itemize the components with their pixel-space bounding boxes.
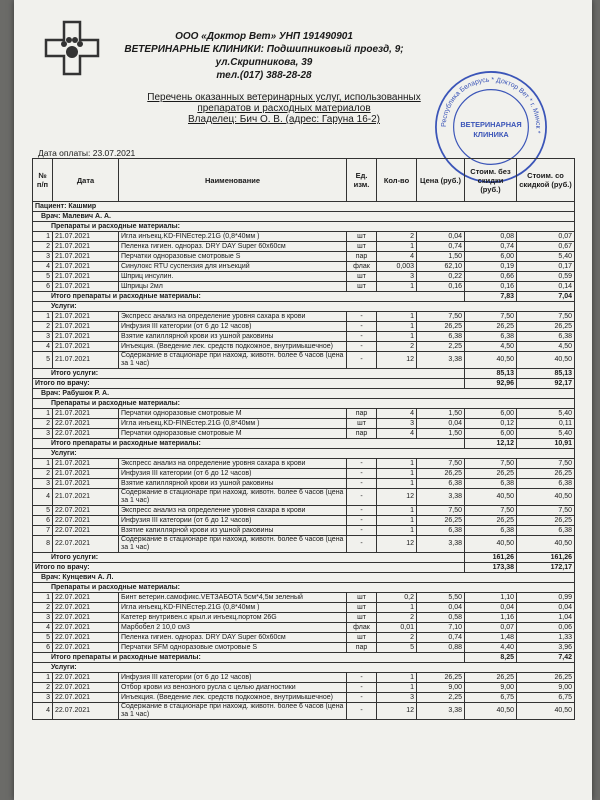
- table-row: 2 21.07.2021 Инфузия III категории (от 6 до 12 часов) - 1 26,25 26,25 26,25: [33, 322, 575, 332]
- table-row: 8 22.07.2021 Содержание в стационаре при нахожд. животн. более 6 часов (цена за 1 час) - 12 3,38 40,50 40,50: [33, 536, 575, 553]
- clinic-phone: тел.(017) 388-28-28: [216, 70, 312, 81]
- table-row: 1 21.07.2021 Экспресс анализ на определение уровня сахара в крови - 1 7,50 7,50 7,50: [33, 312, 575, 322]
- invoice-page: [14, 0, 592, 800]
- table-row: 3 22.07.2021 Катетер внутривен.с крыл.и инъекц.портом 26G шт 2 0,58 1,16 1,04: [33, 613, 575, 623]
- vet-cross-paw-logo-icon: [42, 18, 102, 78]
- table-row: 4 21.07.2021 Синулокс RTU суспензия для инъекций флак 0,003 62,10 0,19 0,17: [33, 262, 575, 272]
- prep-total-row: Итого препараты и расходные материалы: 7,83 7,04: [33, 292, 575, 302]
- clinic-name: ООО «Доктор Вет» УНП 191490901: [175, 31, 353, 42]
- table-row: 2 22.07.2021 Игла инъекц.KD-FINEстер.21G (0,8*40мм ) шт 3 0,04 0,12 0,11: [33, 419, 575, 429]
- table-row: 1 22.07.2021 Бинт ветерин.самофикс.VETЗАБОТА 5см*4,5м зеленый шт 0,2 5,50 1,10 0,99: [33, 593, 575, 603]
- table-row: 5 21.07.2021 Содержание в стационаре при нахожд. животн. более 6 часов (цена за 1 час) - 12 3,38 40,50 40,50: [33, 352, 575, 369]
- table-row: 3 21.07.2021 Взятие капиллярной крови из ушной раковины - 1 6,38 6,38 6,38: [33, 479, 575, 489]
- clinic-header: [114, 30, 414, 82]
- table-row: 5 22.07.2021 Пеленка гигиен. однораз. DRY DAY Super 60х60см шт 2 0,74 1,48 1,33: [33, 633, 575, 643]
- table-row: 6 22.07.2021 Инфузия III категории (от 6 до 12 часов) - 1 26,25 26,25 26,25: [33, 516, 575, 526]
- table-row: 2 21.07.2021 Пеленка гигиен. однораз. DRY DAY Super 60х60см шт 1 0,74 0,74 0,67: [33, 242, 575, 252]
- table-header: № п/п Дата Наименование Ед. изм. Кол-во Цена (руб.) Стоим. без скидки (руб.) Стоим. со скидкой (руб.): [33, 159, 575, 202]
- stamp-ring-text: Республика Беларусь * Доктор Вет * г. Минск *: [440, 76, 542, 134]
- prep-section-row: Препараты и расходные материалы:: [33, 399, 575, 409]
- doctor-total-row: Итого по врачу: 173,38 172,17: [33, 563, 575, 573]
- doctor-total-row: Итого по врачу: 92,96 92,17: [33, 379, 575, 389]
- document-title: Перечень оказанных ветеринарных услуг, использованных препаратов и расходных материалов Владелец: Бич О. В. (адрес: Гаруна 16-2): [134, 92, 434, 125]
- table-row: 4 22.07.2021 Содержание в стационаре при нахожд. животн. более 6 часов (цена за 1 час) - 12 3,38 40,50 40,50: [33, 703, 575, 720]
- payment-date: Дата оплаты: 23.07.2021: [38, 148, 136, 158]
- table-row: 3 21.07.2021 Взятие капиллярной крови из ушной раковины - 1 6,38 6,38 6,38: [33, 332, 575, 342]
- table-row: 3 21.07.2021 Перчатки одноразовые смотровые S пар 4 1,50 6,00 5,40: [33, 252, 575, 262]
- table-row: 6 22.07.2021 Перчатки SFM одноразовые смотровые S пар 5 0,88 4,40 3,96: [33, 643, 575, 653]
- table-row: 1 21.07.2021 Перчатки одноразовые смотровые М пар 4 1,50 6,00 5,40: [33, 409, 575, 419]
- table-row: 4 21.07.2021 Инъекция. (Введение лек. средств подкожное, внутримышечное) - 2 2,25 4,50 4,50: [33, 342, 575, 352]
- clinic-address-2: ул.Скрипникова, 39: [215, 57, 313, 68]
- services-table: [32, 158, 575, 720]
- table-row: 2 22.07.2021 Игла инъекц.KD-FINEстер.21G (0,8*40мм ) шт 1 0,04 0,04 0,04: [33, 603, 575, 613]
- doctor-row: Врач: Малевич А. А.: [33, 212, 575, 222]
- table-row: 2 22.07.2021 Отбор крови из венозного русла с целью диагностики - 1 9,00 9,00 9,00: [33, 683, 575, 693]
- services-section-row: Услуги:: [33, 663, 575, 673]
- table-row: 3 22.07.2021 Инъекция. (Введение лек. средств подкожное, внутримышечное) - 3 2,25 6,75 6,75: [33, 693, 575, 703]
- table-row: 1 21.07.2021 Игла инъекц.KD-FINEстер.21G (0,8*40мм ) шт 2 0,04 0,08 0,07: [33, 232, 575, 242]
- table-row: 5 21.07.2021 Шприц инсулин. шт 3 0,22 0,66 0,59: [33, 272, 575, 282]
- stamp-center-text: ВЕТЕРИНАРНАЯ КЛИНИКА: [460, 120, 522, 139]
- services-total-row: Итого услуги: 85,13 85,13: [33, 369, 575, 379]
- doctor-row: Врач: Рабушок Р. А.: [33, 389, 575, 399]
- table-row: 7 22.07.2021 Взятие капиллярной крови из ушной раковины - 1 6,38 6,38 6,38: [33, 526, 575, 536]
- table-row: 4 22.07.2021 Марбобел 2 10,0 см3 флак 0,01 7,10 0,07 0,06: [33, 623, 575, 633]
- prep-section-row: Препараты и расходные материалы:: [33, 222, 575, 232]
- doctor-row: Врач: Кунцевич А. Л.: [33, 573, 575, 583]
- owner-line: Владелец: Бич О. В. (адрес: Гаруна 16-2): [188, 114, 380, 125]
- services-section-row: Услуги:: [33, 302, 575, 312]
- table-row: 5 22.07.2021 Экспресс анализ на определение уровня сахара в крови - 1 7,50 7,50 7,50: [33, 506, 575, 516]
- table-row: 4 21.07.2021 Содержание в стационаре при нахожд. животн. более 6 часов (цена за 1 час) - 12 3,38 40,50 40,50: [33, 489, 575, 506]
- services-total-row: Итого услуги: 161,26 161,26: [33, 553, 575, 563]
- prep-total-row: Итого препараты и расходные материалы: 12,12 10,91: [33, 439, 575, 449]
- table-row: 6 21.07.2021 Шприцы 2мл шт 1 0,16 0,16 0,14: [33, 282, 575, 292]
- prep-section-row: Препараты и расходные материалы:: [33, 583, 575, 593]
- table-row: 1 21.07.2021 Экспресс анализ на определение уровня сахара в крови - 1 7,50 7,50 7,50: [33, 459, 575, 469]
- services-section-row: Услуги:: [33, 449, 575, 459]
- table-row: 2 21.07.2021 Инфузия III категории (от 6 до 12 часов) - 1 26,25 26,25 26,25: [33, 469, 575, 479]
- patient-row: Пациент: Кашмир: [33, 202, 575, 212]
- clinic-address-1: ВЕТЕРИНАРНЫЕ КЛИНИКИ: Подшипниковый проезд, 9;: [124, 44, 404, 55]
- table-row: 3 22.07.2021 Перчатки одноразовые смотровые М пар 4 1,50 6,00 5,40: [33, 429, 575, 439]
- table-row: 1 22.07.2021 Инфузия III категории (от 6 до 12 часов) - 1 26,25 26,25 26,25: [33, 673, 575, 683]
- prep-total-row: Итого препараты и расходные материалы: 8,25 7,42: [33, 653, 575, 663]
